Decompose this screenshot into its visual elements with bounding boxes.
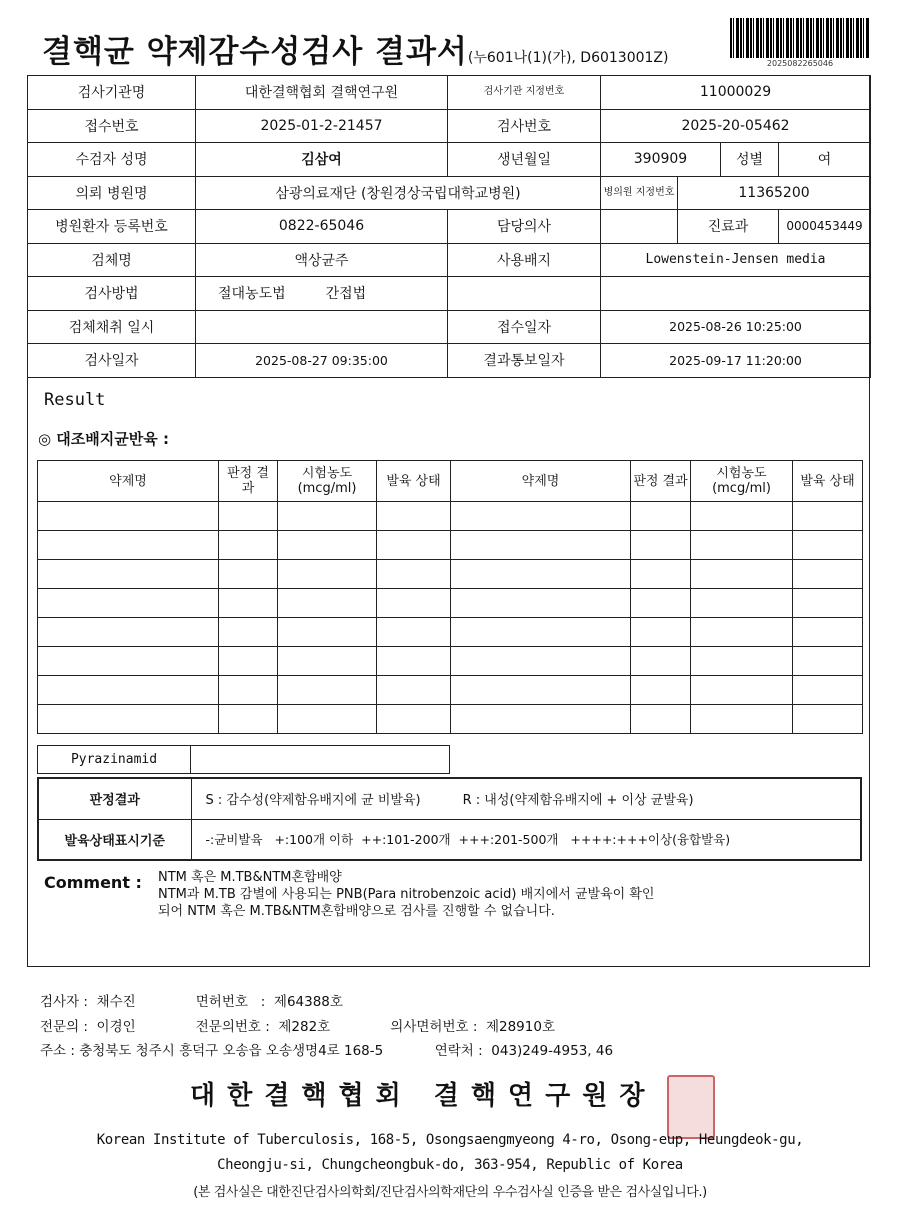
drug-cell (793, 589, 863, 618)
drug-row (38, 705, 863, 734)
col-growth: 발육 상태 (793, 461, 863, 502)
drug-cell (278, 560, 377, 589)
col-judgement: 판정 결과 (219, 461, 278, 502)
method-absolute: 절대농도법 (218, 286, 286, 303)
address-line: 주소 : 충청북도 청주시 흥덕구 오송읍 오송생명4로 168-5 연락처 : 043)249-4953, 46 (40, 1043, 614, 1059)
hosp-code-label: 병의원 지정번호 (601, 176, 678, 210)
drug-cell (219, 647, 278, 676)
empty-cell (601, 277, 871, 311)
specimen-value: 액상균주 (196, 243, 448, 277)
drug-cell (691, 705, 793, 734)
drug-table (37, 460, 863, 734)
drug-row (38, 560, 863, 589)
drug-cell (377, 618, 451, 647)
drug-cell (38, 676, 219, 705)
test-date-value: 2025-08-27 09:35:00 (196, 344, 448, 378)
specimen-label: 검체명 (28, 243, 196, 277)
test-date-label: 검사일자 (28, 344, 196, 378)
drug-cell (451, 618, 631, 647)
col-growth: 발육 상태 (377, 461, 451, 502)
report-value: 2025-09-17 11:20:00 (601, 344, 871, 378)
growth-label: 발육상태표시기준 (38, 819, 191, 860)
receipt-label: 접수번호 (28, 109, 196, 143)
report-label: 결과통보일자 (448, 344, 601, 378)
drug-cell (793, 618, 863, 647)
drug-cell (631, 676, 691, 705)
drug-row (38, 502, 863, 531)
judge-text (191, 778, 861, 819)
drug-cell (278, 647, 377, 676)
drug-cell (451, 502, 631, 531)
drug-cell (691, 647, 793, 676)
drug-cell (38, 589, 219, 618)
drug-cell (219, 502, 278, 531)
patient-no-value: 0822-65046 (196, 210, 448, 244)
drug-cell (219, 531, 278, 560)
drug-cell (691, 589, 793, 618)
drug-cell (631, 502, 691, 531)
barcode-number: 2025082265046 (766, 59, 834, 68)
drug-cell (631, 531, 691, 560)
drug-cell (377, 560, 451, 589)
english-address-2: Cheongju-si, Chungcheongbuk-do, 363-954, Republic of Korea (217, 1157, 683, 1173)
pyrazinamide-table (37, 745, 450, 774)
legend-table (37, 777, 862, 861)
drug-cell (793, 676, 863, 705)
drug-cell (278, 618, 377, 647)
sex-value: 여 (779, 143, 871, 177)
drug-cell (691, 676, 793, 705)
drug-cell (451, 676, 631, 705)
drug-cell (793, 502, 863, 531)
drug-cell (377, 589, 451, 618)
drug-cell (38, 647, 219, 676)
drug-row (38, 618, 863, 647)
drug-cell (38, 560, 219, 589)
english-address-1: Korean Institute of Tuberculosis, 168-5, Osongsaengmyeong 4-ro, Osong-eup, Heungdeok-gu, (96, 1132, 804, 1148)
drug-cell (451, 560, 631, 589)
growth-text: -:균비발육 +:100개 이하 ++:101-200개 +++:201-500개 ++++:+++이상(융합발육) (191, 819, 861, 860)
patient-no-label: 병원환자 등록번호 (28, 210, 196, 244)
doctor-value (601, 210, 678, 244)
birth-value: 390909 (601, 143, 721, 177)
name-label: 수검자 성명 (28, 143, 196, 177)
inst-code-label: 검사기관 지정번호 (448, 76, 601, 110)
hospital-value: 삼광의료재단 (창원경상국립대학교병원) (196, 176, 601, 210)
drug-cell (38, 531, 219, 560)
col-concentration: 시험농도 (mcg/ml) (278, 461, 377, 502)
drug-cell (631, 618, 691, 647)
doctor-label: 담당의사 (448, 210, 601, 244)
drug-cell (38, 618, 219, 647)
drug-row (38, 647, 863, 676)
institute-name: 대한결핵협회 결핵연구원장 (190, 1081, 657, 1111)
drug-cell (377, 676, 451, 705)
drug-cell (691, 560, 793, 589)
specialist-line: 전문의 : 이경인 전문의번호 : 제282호 의사면허번호 : 제28910호 (40, 1019, 555, 1035)
drug-cell (631, 705, 691, 734)
drug-cell (219, 560, 278, 589)
drug-cell (451, 647, 631, 676)
result-heading: Result (44, 390, 106, 410)
drug-cell (377, 502, 451, 531)
drug-cell (451, 589, 631, 618)
empty-cell (448, 277, 601, 311)
form-code: (누601나(1)(가), D6013001Z) (467, 50, 669, 66)
patient-info-table (27, 75, 871, 378)
method-value (196, 277, 448, 311)
pyrazinamide-value (191, 746, 450, 774)
drug-cell (691, 531, 793, 560)
examiner-line: 검사자 : 채수진 면허번호 : 제64388호 (40, 994, 343, 1010)
drug-cell (377, 531, 451, 560)
method-label: 검사방법 (28, 277, 196, 311)
judge-r: R : 내성(약제함유배지에 + 이상 균발육) (462, 793, 694, 809)
col-drug: 약제명 (451, 461, 631, 502)
received-value: 2025-08-26 10:25:00 (601, 310, 871, 344)
collect-value (196, 310, 448, 344)
drug-cell (631, 560, 691, 589)
judge-label: 판정결과 (38, 778, 191, 819)
drug-cell (793, 705, 863, 734)
drug-cell (278, 531, 377, 560)
medium-value: Lowenstein-Jensen media (601, 243, 871, 277)
judge-s: S : 감수성(약제함유배지에 균 비발육) (205, 793, 421, 809)
drug-cell (451, 531, 631, 560)
drug-cell (278, 705, 377, 734)
drug-cell (793, 560, 863, 589)
drug-cell (377, 705, 451, 734)
receipt-value: 2025-01-2-21457 (196, 109, 448, 143)
barcode (730, 18, 870, 58)
col-judgement: 판정 결과 (631, 461, 691, 502)
drug-cell (631, 647, 691, 676)
drug-cell (278, 502, 377, 531)
drug-cell (38, 705, 219, 734)
drug-cell (691, 618, 793, 647)
collect-label: 검체채취 일시 (28, 310, 196, 344)
control-growth-label: ◎ 대조배지균반육 : (38, 430, 169, 448)
drug-cell (278, 676, 377, 705)
document-title: 결핵균 약제감수성검사 결과서(누601나(1)(가), D6013001Z) (42, 34, 669, 70)
drug-row (38, 676, 863, 705)
col-concentration: 시험농도 (mcg/ml) (691, 461, 793, 502)
drug-cell (219, 705, 278, 734)
hosp-code-value: 11365200 (678, 176, 871, 210)
drug-cell (219, 589, 278, 618)
drug-row (38, 531, 863, 560)
drug-cell (631, 589, 691, 618)
drug-cell (451, 705, 631, 734)
method-indirect: 간접법 (325, 286, 367, 303)
official-seal (667, 1075, 715, 1139)
hospital-label: 의뢰 병원명 (28, 176, 196, 210)
inst-label: 검사기관명 (28, 76, 196, 110)
comment-text: NTM 혹은 M.TB&NTM혼합배양 NTM과 M.TB 감별에 사용되는 PNB(Para nitrobenzoic acid) 배지에서 균발육이 확인 되어 NTM 혹은 M.TB&NTM혼합배양으로 검사를 진행할 수 없습니다. (158, 870, 655, 919)
inst-value: 대한결핵협회 결핵연구원 (196, 76, 448, 110)
drug-cell (219, 676, 278, 705)
drug-cell (691, 502, 793, 531)
medium-label: 사용배지 (448, 243, 601, 277)
test-no-label: 검사번호 (448, 109, 601, 143)
drug-row (38, 589, 863, 618)
drug-cell (219, 618, 278, 647)
comment-label: Comment : (44, 873, 142, 892)
sex-label: 성별 (721, 143, 779, 177)
dept-value: 0000453449 (779, 210, 871, 244)
test-no-value: 2025-20-05462 (601, 109, 871, 143)
pyrazinamide-label: Pyrazinamid (38, 746, 191, 774)
dept-label: 진료과 (678, 210, 779, 244)
col-drug: 약제명 (38, 461, 219, 502)
drug-cell (793, 531, 863, 560)
name-value: 김삼여 (196, 143, 448, 177)
received-label: 접수일자 (448, 310, 601, 344)
certification-note: (본 검사실은 대한진단검사의학회/진단검사의학재단의 우수검사실 인증을 받은 검사실입니다.) (193, 1185, 707, 1200)
inst-code-value: 11000029 (601, 76, 871, 110)
drug-cell (793, 647, 863, 676)
drug-cell (377, 647, 451, 676)
drug-cell (278, 589, 377, 618)
drug-cell (38, 502, 219, 531)
birth-label: 생년월일 (448, 143, 601, 177)
